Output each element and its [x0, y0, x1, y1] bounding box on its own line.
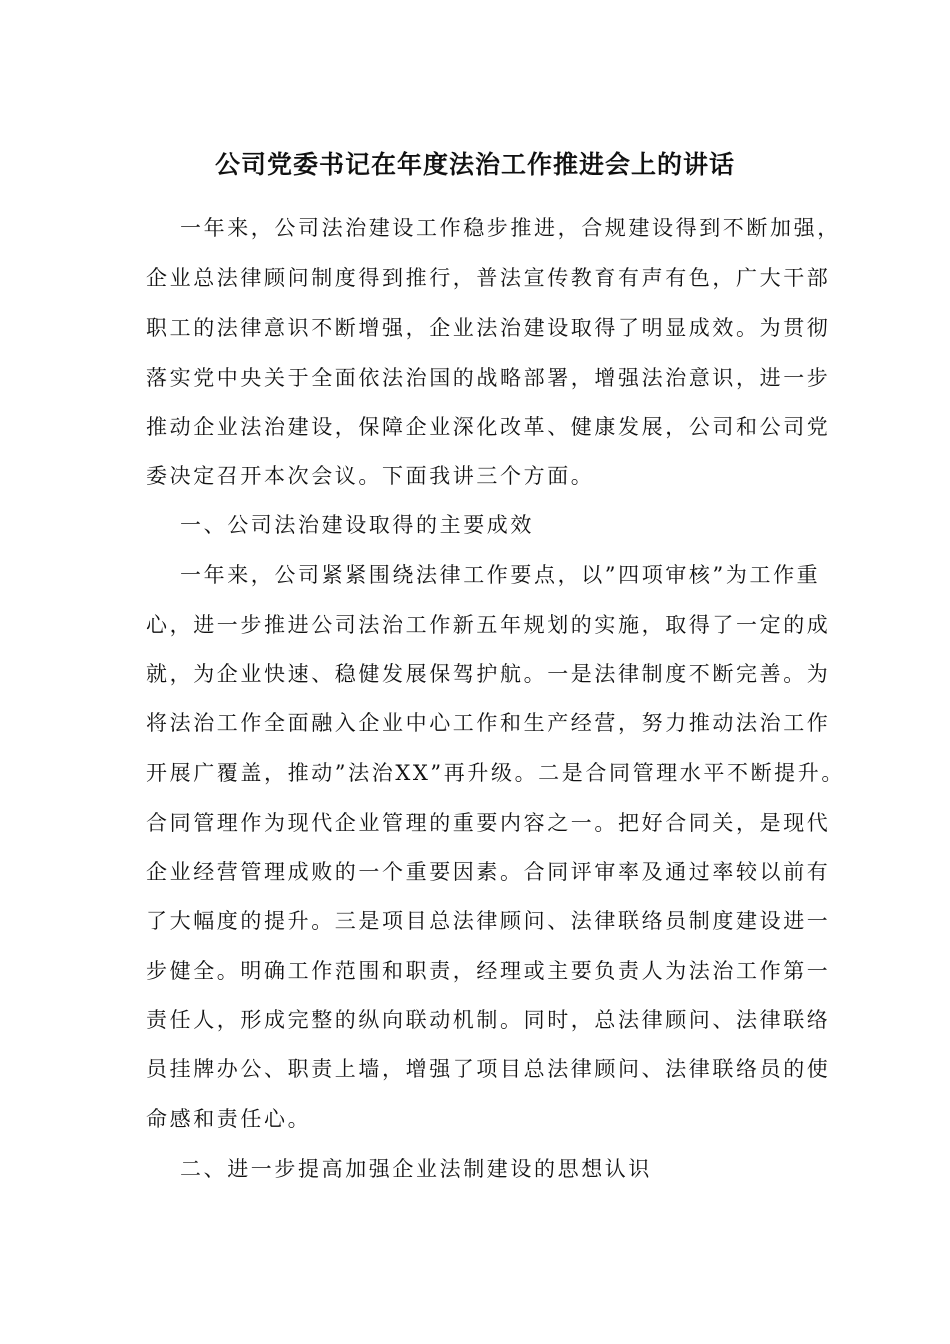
paragraph-line: 员挂牌办公、职责上墙，增强了项目总法律顾问、法律联络员的使 — [146, 1057, 831, 1081]
paragraph-line: 将法治工作全面融入企业中心工作和生产经营，努力推动法治工作 — [146, 711, 831, 735]
paragraph-line: 一年来，公司紧紧围绕法律工作要点，以”四项审核”为工作重 — [180, 563, 821, 587]
paragraph-line: 企业总法律顾问制度得到推行，普法宣传教育有声有色，广大干部 — [146, 266, 831, 290]
paragraph-line: 职工的法律意识不断增强，企业法治建设取得了明显成效。为贯彻 — [146, 316, 831, 340]
paragraph-line: 合同管理作为现代企业管理的重要内容之一。把好合同关，是现代 — [146, 811, 831, 835]
paragraph-line: 开展广覆盖，推动”法治XX”再升级。二是合同管理水平不断提升。 — [146, 761, 845, 785]
paragraph-line: 推动企业法治建设，保障企业深化改革、健康发展，公司和公司党 — [146, 415, 831, 439]
paragraph-line: 落实党中央关于全面依法治国的战略部署，增强法治意识，进一步 — [146, 366, 831, 390]
section-heading: 一、公司法治建设取得的主要成效 — [180, 513, 534, 537]
paragraph-line: 心，进一步推进公司法治工作新五年规划的实施，取得了一定的成 — [146, 613, 831, 637]
paragraph-line: 责任人，形成完整的纵向联动机制。同时，总法律顾问、法律联络 — [146, 1008, 831, 1032]
paragraph-line: 了大幅度的提升。三是项目总法律顾问、法律联络员制度建设进一 — [146, 909, 831, 933]
paragraph-line: 一年来，公司法治建设工作稳步推进，合规建设得到不断加强， — [180, 216, 841, 240]
paragraph-line: 就，为企业快速、稳健发展保驾护航。一是法律制度不断完善。为 — [146, 662, 831, 686]
paragraph-line: 委决定召开本次会议。下面我讲三个方面。 — [146, 464, 595, 488]
paragraph-line: 命感和责任心。 — [146, 1107, 312, 1131]
document-title: 公司党委书记在年度法治工作推进会上的讲话 — [214, 150, 735, 179]
paragraph-line: 企业经营管理成败的一个重要因素。合同评审率及通过率较以前有 — [146, 860, 831, 884]
paragraph-line: 步健全。明确工作范围和职责，经理或主要负责人为法治工作第一 — [146, 959, 831, 983]
section-heading: 二、进一步提高加强企业法制建设的思想认识 — [180, 1157, 652, 1181]
